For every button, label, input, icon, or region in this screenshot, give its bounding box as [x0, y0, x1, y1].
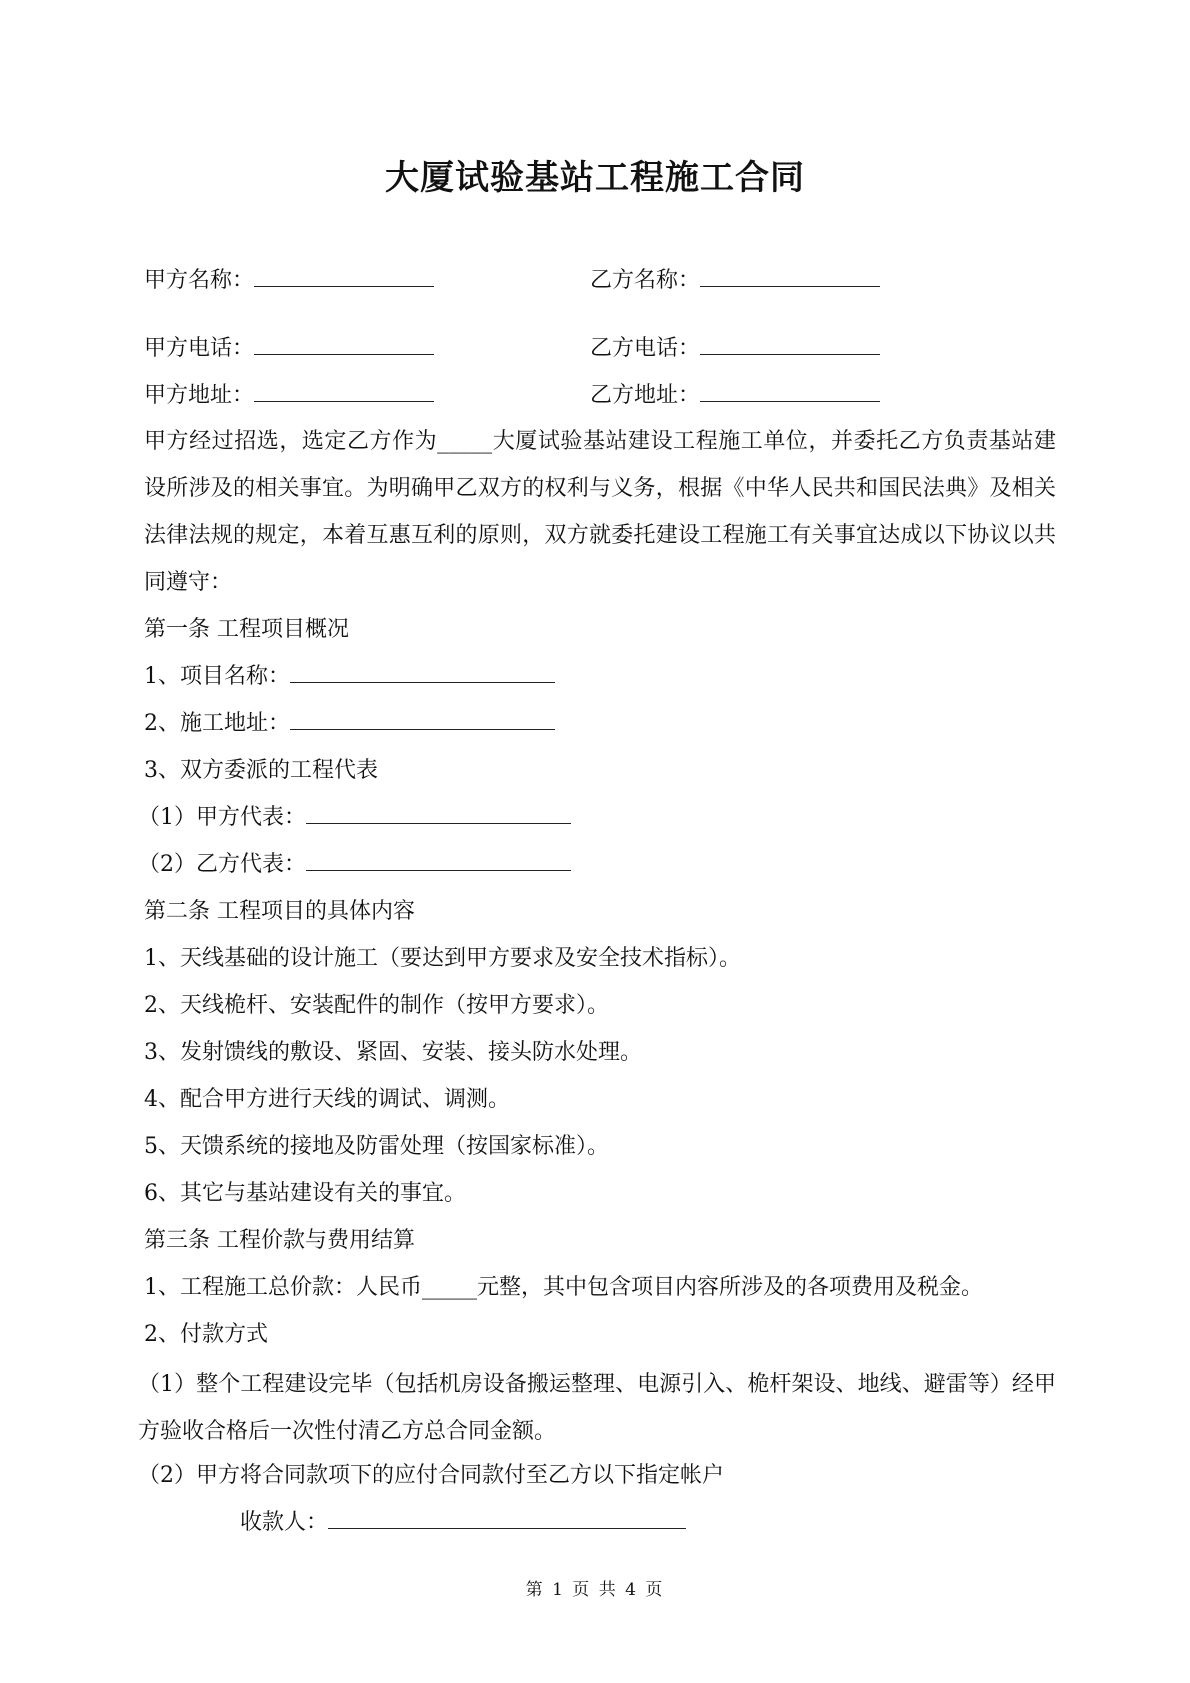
party-a-address-blank[interactable]: [254, 381, 434, 402]
list-item: 3、发射馈线的敷设、紧固、安装、接头防水处理。: [144, 1040, 642, 1065]
party-a-name: 甲方名称：: [144, 266, 434, 296]
list-item: 4、配合甲方进行天线的调试、调测。: [144, 1087, 510, 1112]
payment-term-1: （1）整个工程建设完毕（包括机房设备搬运整理、电源引入、桅杆架设、地线、避雷等）经甲方验收合格后一次性付清乙方总合同金额。: [138, 1372, 1056, 1444]
construction-address-blank[interactable]: [290, 709, 555, 730]
party-b-name: 乙方名称：: [590, 266, 880, 296]
document-title: 大厦试验基站工程施工合同: [385, 158, 805, 198]
article-3-heading: 第三条 工程价款与费用结算: [144, 1228, 415, 1253]
list-item: 1、天线基础的设计施工（要达到甲方要求及安全技术指标）。: [144, 946, 741, 971]
party-b-representative: （2）乙方代表：: [138, 850, 571, 880]
party-b-name-blank[interactable]: [700, 266, 880, 287]
total-price: 1、工程施工总价款：人民币_____元整，其中包含项目内容所涉及的各项费用及税金。: [144, 1275, 983, 1300]
payee-blank[interactable]: [328, 1508, 686, 1529]
party-a-representative-blank[interactable]: [306, 803, 571, 824]
project-name-blank[interactable]: [290, 662, 555, 683]
project-name: 1、项目名称：: [144, 662, 555, 692]
engineering-representatives: 3、双方委派的工程代表: [144, 758, 378, 783]
list-item: 6、其它与基站建设有关的事宜。: [144, 1181, 466, 1206]
party-b-phone: 乙方电话：: [590, 334, 880, 364]
list-item: 5、天馈系统的接地及防雷处理（按国家标准）。: [144, 1134, 609, 1159]
intro-paragraph: 甲方经过招选，选定乙方作为_____大厦试验基站建设工程施工单位，并委托乙方负责基站建设所涉及的相关事宜。为明确甲乙双方的权利与义务，根据《中华人民共和国民法典》及相关法律法规的规定，本着互惠互利的原则，双方就委托建设工程施工有关事宜达成以下协议以共同遵守：: [144, 429, 1056, 595]
article-1-heading: 第一条 工程项目概况: [144, 617, 349, 642]
party-a-name-blank[interactable]: [254, 266, 434, 287]
party-a-address: 甲方地址：: [144, 381, 434, 411]
party-a-representative: （1）甲方代表：: [138, 803, 571, 833]
party-a-phone: 甲方电话：: [144, 334, 434, 364]
list-item: 2、天线桅杆、安装配件的制作（按甲方要求）。: [144, 993, 609, 1018]
payment-method: 2、付款方式: [144, 1322, 268, 1347]
payment-term-2: （2）甲方将合同款项下的应付合同款付至乙方以下指定帐户: [138, 1463, 724, 1488]
party-b-representative-blank[interactable]: [306, 850, 571, 871]
party-b-address-blank[interactable]: [700, 381, 880, 402]
party-a-phone-blank[interactable]: [254, 334, 434, 355]
payee: 收款人：: [240, 1508, 686, 1538]
party-b-address: 乙方地址：: [590, 381, 880, 411]
party-b-phone-blank[interactable]: [700, 334, 880, 355]
article-2-heading: 第二条 工程项目的具体内容: [144, 899, 415, 924]
page-number: 第 1 页 共 4 页: [525, 1580, 665, 1600]
construction-address: 2、施工地址：: [144, 709, 555, 739]
